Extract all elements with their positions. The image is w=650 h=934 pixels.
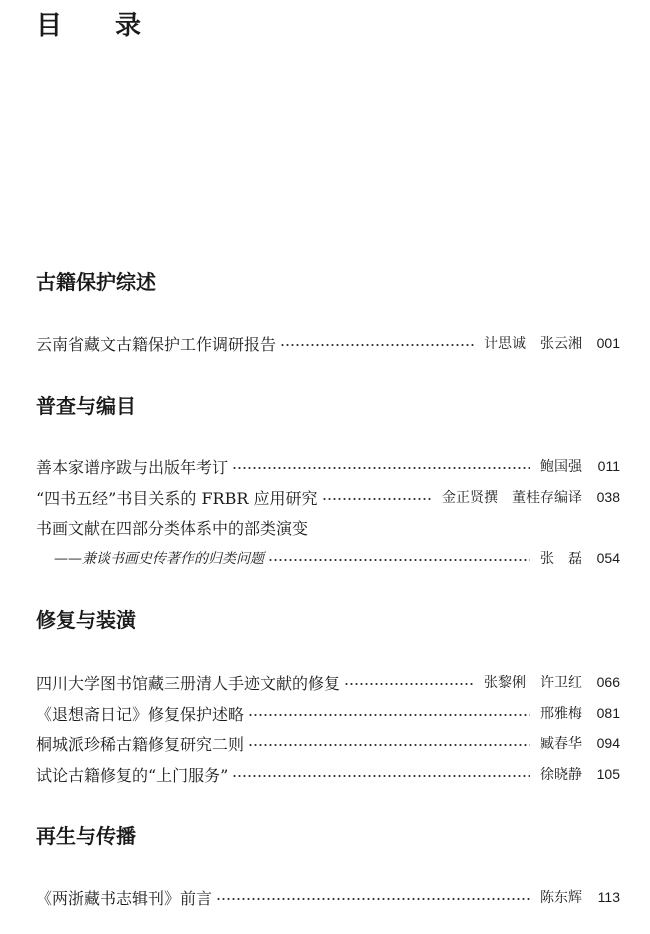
- entry-authors: 张 磊: [540, 551, 582, 567]
- dot-leader: [232, 467, 530, 469]
- dot-leader: [216, 898, 530, 900]
- entry-page-number: 054: [596, 550, 620, 566]
- entry-page-number: 001: [596, 335, 620, 351]
- entry-page-number: 066: [596, 674, 620, 690]
- entry-title: 试论古籍修复的“上门服务”: [36, 765, 229, 785]
- toc-entry[interactable]: [36, 452, 620, 480]
- entry-title: 桐城派珍稀古籍修复研究二则: [36, 734, 245, 754]
- dot-leader: [268, 559, 530, 561]
- entry-authors: 鲍国强: [540, 459, 582, 475]
- dot-leader: [344, 683, 474, 685]
- entry-authors: 徐晓静: [540, 767, 582, 783]
- entry-page-number: 094: [596, 735, 620, 751]
- toc-entry[interactable]: [36, 329, 620, 357]
- toc-entry[interactable]: [36, 483, 620, 511]
- toc-entry[interactable]: [36, 729, 620, 757]
- toc-entry[interactable]: [36, 883, 620, 911]
- toc-entry[interactable]: [36, 668, 620, 696]
- entry-title: 《退想斋日记》修复保护述略: [36, 704, 245, 724]
- entry-page-number: 105: [596, 766, 620, 782]
- section-heading: 再生与传播: [36, 824, 136, 848]
- section-heading: 修复与装潢: [36, 608, 136, 632]
- entry-page-number: 011: [597, 458, 620, 474]
- toc-entry[interactable]: [36, 760, 620, 788]
- entry-title: 云南省藏文古籍保护工作调研报告: [36, 334, 277, 354]
- page-title: 目 录: [36, 11, 164, 41]
- entry-page-number: 038: [596, 489, 620, 505]
- entry-subtitle: ——兼谈书画史传著作的归类问题: [54, 551, 264, 567]
- section-heading: 普查与编目: [36, 394, 136, 418]
- section-heading: 古籍保护综述: [36, 270, 156, 294]
- entry-authors: 邢雅梅: [540, 706, 582, 722]
- entry-page-number: 113: [597, 889, 620, 905]
- entry-authors: 张黎俐 许卫红: [484, 675, 582, 691]
- entry-title: 善本家谱序跋与出版年考订: [36, 457, 229, 477]
- entry-authors: 计思诚 张云湘: [484, 336, 582, 352]
- toc-entry[interactable]: [36, 544, 620, 572]
- entry-title: 四川大学图书馆藏三册清人手迹文献的修复: [36, 673, 341, 693]
- toc-entry-main-title[interactable]: 书画文献在四部分类体系中的部类演变: [36, 518, 309, 538]
- dot-leader: [322, 498, 433, 500]
- entry-page-number: 081: [596, 705, 620, 721]
- entry-authors: 金正贤撰 董桂存编译: [442, 490, 582, 506]
- entry-authors: 臧春华: [540, 736, 582, 752]
- entry-title: 《两浙藏书志辑刊》前言: [36, 888, 213, 908]
- entry-authors: 陈东辉: [540, 890, 582, 906]
- dot-leader: [248, 744, 530, 746]
- toc-entry[interactable]: [36, 699, 620, 727]
- dot-leader: [232, 775, 530, 777]
- dot-leader: [248, 714, 530, 716]
- dot-leader: [280, 344, 474, 346]
- entry-title: “四书五经”书目关系的 FRBR 应用研究: [36, 488, 318, 508]
